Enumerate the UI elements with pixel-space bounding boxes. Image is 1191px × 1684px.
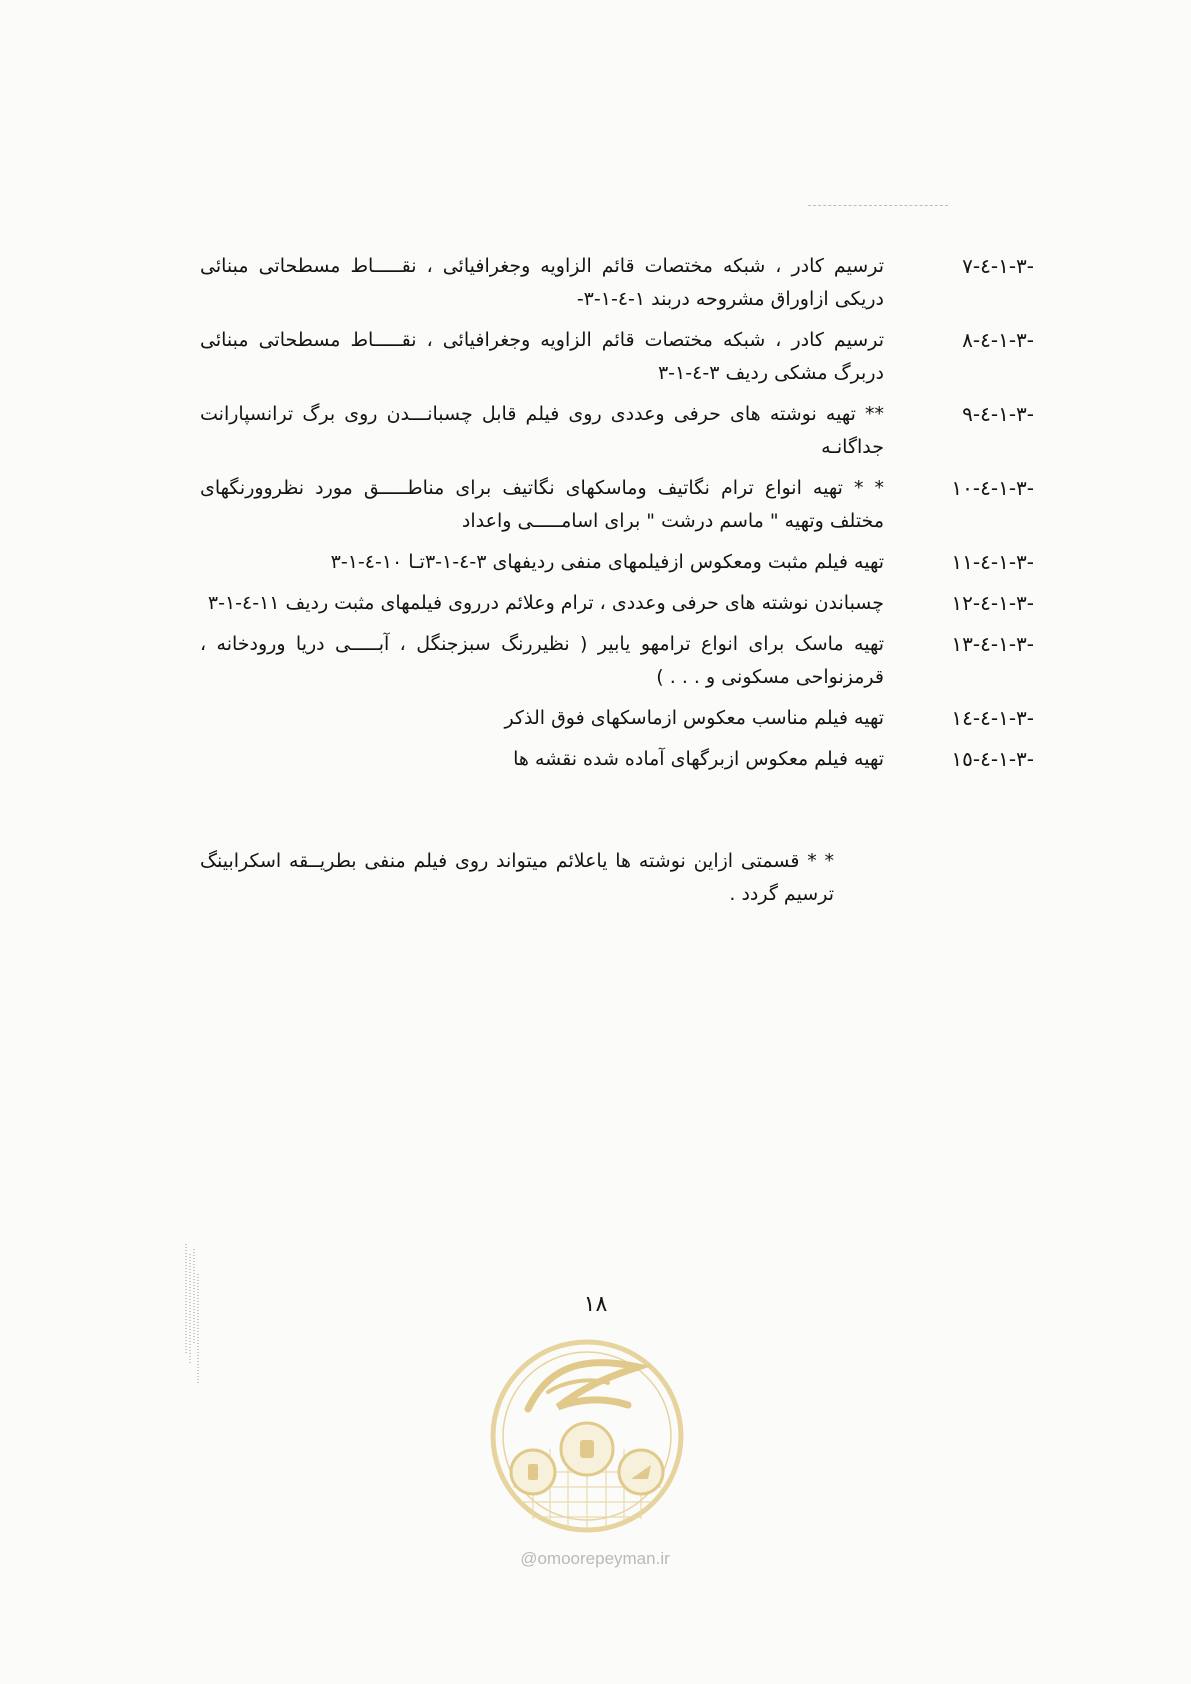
item-number: ١١-٤-١-٣- (951, 550, 1034, 574)
footnote: * * قسمتی ازاین نوشته ها یاعلائم میتواند روی فیلم منفی بطریــقه اسکرابینگ ترسیم گردد . (200, 850, 834, 905)
item-text: ترسیم کادر ، شبکه مختصات قائم الزاویه وجغرافیائی ، نقـــــاط مسطحاتی مبنائی دربرگ مشکی ردیف ٣-٤-١-٣ (200, 329, 884, 384)
item-text: ترسیم کادر ، شبکه مختصات قائم الزاویه وجغرافیائی ، نقـــــاط مسطحاتی مبنائی دریکی ازاوراق مشروحه دربند ١-٤-١-٣- (200, 255, 884, 310)
header-dashed-line (808, 205, 948, 206)
list-item (200, 587, 1034, 620)
list-item (200, 324, 1034, 390)
item-number: ١٠-٤-١-٣- (951, 476, 1034, 500)
item-text: ** تهیه نوشته های حرفی وعددی روی فیلم قابل چسبانـــدن روی برگ ترانسپارانت جداگانـه (200, 403, 884, 458)
item-number: ١٥-٤-١-٣- (951, 747, 1034, 771)
list-item (200, 472, 1034, 538)
item-text: * * تهیه انواع ترام نگاتیف وماسکهای نگاتیف برای مناطـــــق مورد نظروورنگهای مختلف وتهیه " ماسم درشت " برای اسامـــــی واعداد (200, 477, 884, 532)
page-number: ١٨ (583, 1292, 608, 1317)
margin-marks (183, 1244, 201, 1394)
item-number: ١٢-٤-١-٣- (951, 591, 1034, 615)
item-list (200, 250, 1034, 784)
list-item (200, 398, 1034, 464)
item-number: ٧-٤-١-٣- (962, 254, 1034, 278)
item-number: ٩-٤-١-٣- (962, 402, 1034, 426)
watermark-url: @omoorepeyman.ir (520, 1549, 670, 1568)
item-text: تهیه فیلم معکوس ازبرگهای آماده شده نقشه ها (513, 748, 884, 770)
item-number: ١٣-٤-١-٣- (951, 632, 1034, 656)
item-text: تهیه ماسک برای انواع ترامهو یابیر ( نظیررنگ سبزجنگل ، آبـــــی دریا ورودخانه ، قرمزنواحی مسکونی و . . . ) (200, 633, 884, 688)
list-item (200, 702, 1034, 735)
list-item (200, 743, 1034, 776)
item-text: تهیه فیلم مثبت ومعکوس ازفیلمهای منفی ردیفهای ٣-٤-١-٣تـا ١٠-٤-١-٣ (330, 551, 884, 573)
item-number: ١٤-٤-١-٣- (951, 706, 1034, 730)
list-item (200, 628, 1034, 694)
item-number: ٨-٤-١-٣- (962, 328, 1034, 352)
watermark-logo (488, 1337, 686, 1535)
list-item (200, 250, 1034, 316)
list-item (200, 546, 1034, 579)
item-text: چسباندن نوشته های حرفی وعددی ، ترام وعلائم درروی فیلمهای مثبت ردیف ١١-٤-١-٣ (207, 592, 884, 614)
item-text: تهیه فیلم مناسب معکوس ازماسکهای فوق الذکر (504, 707, 884, 729)
